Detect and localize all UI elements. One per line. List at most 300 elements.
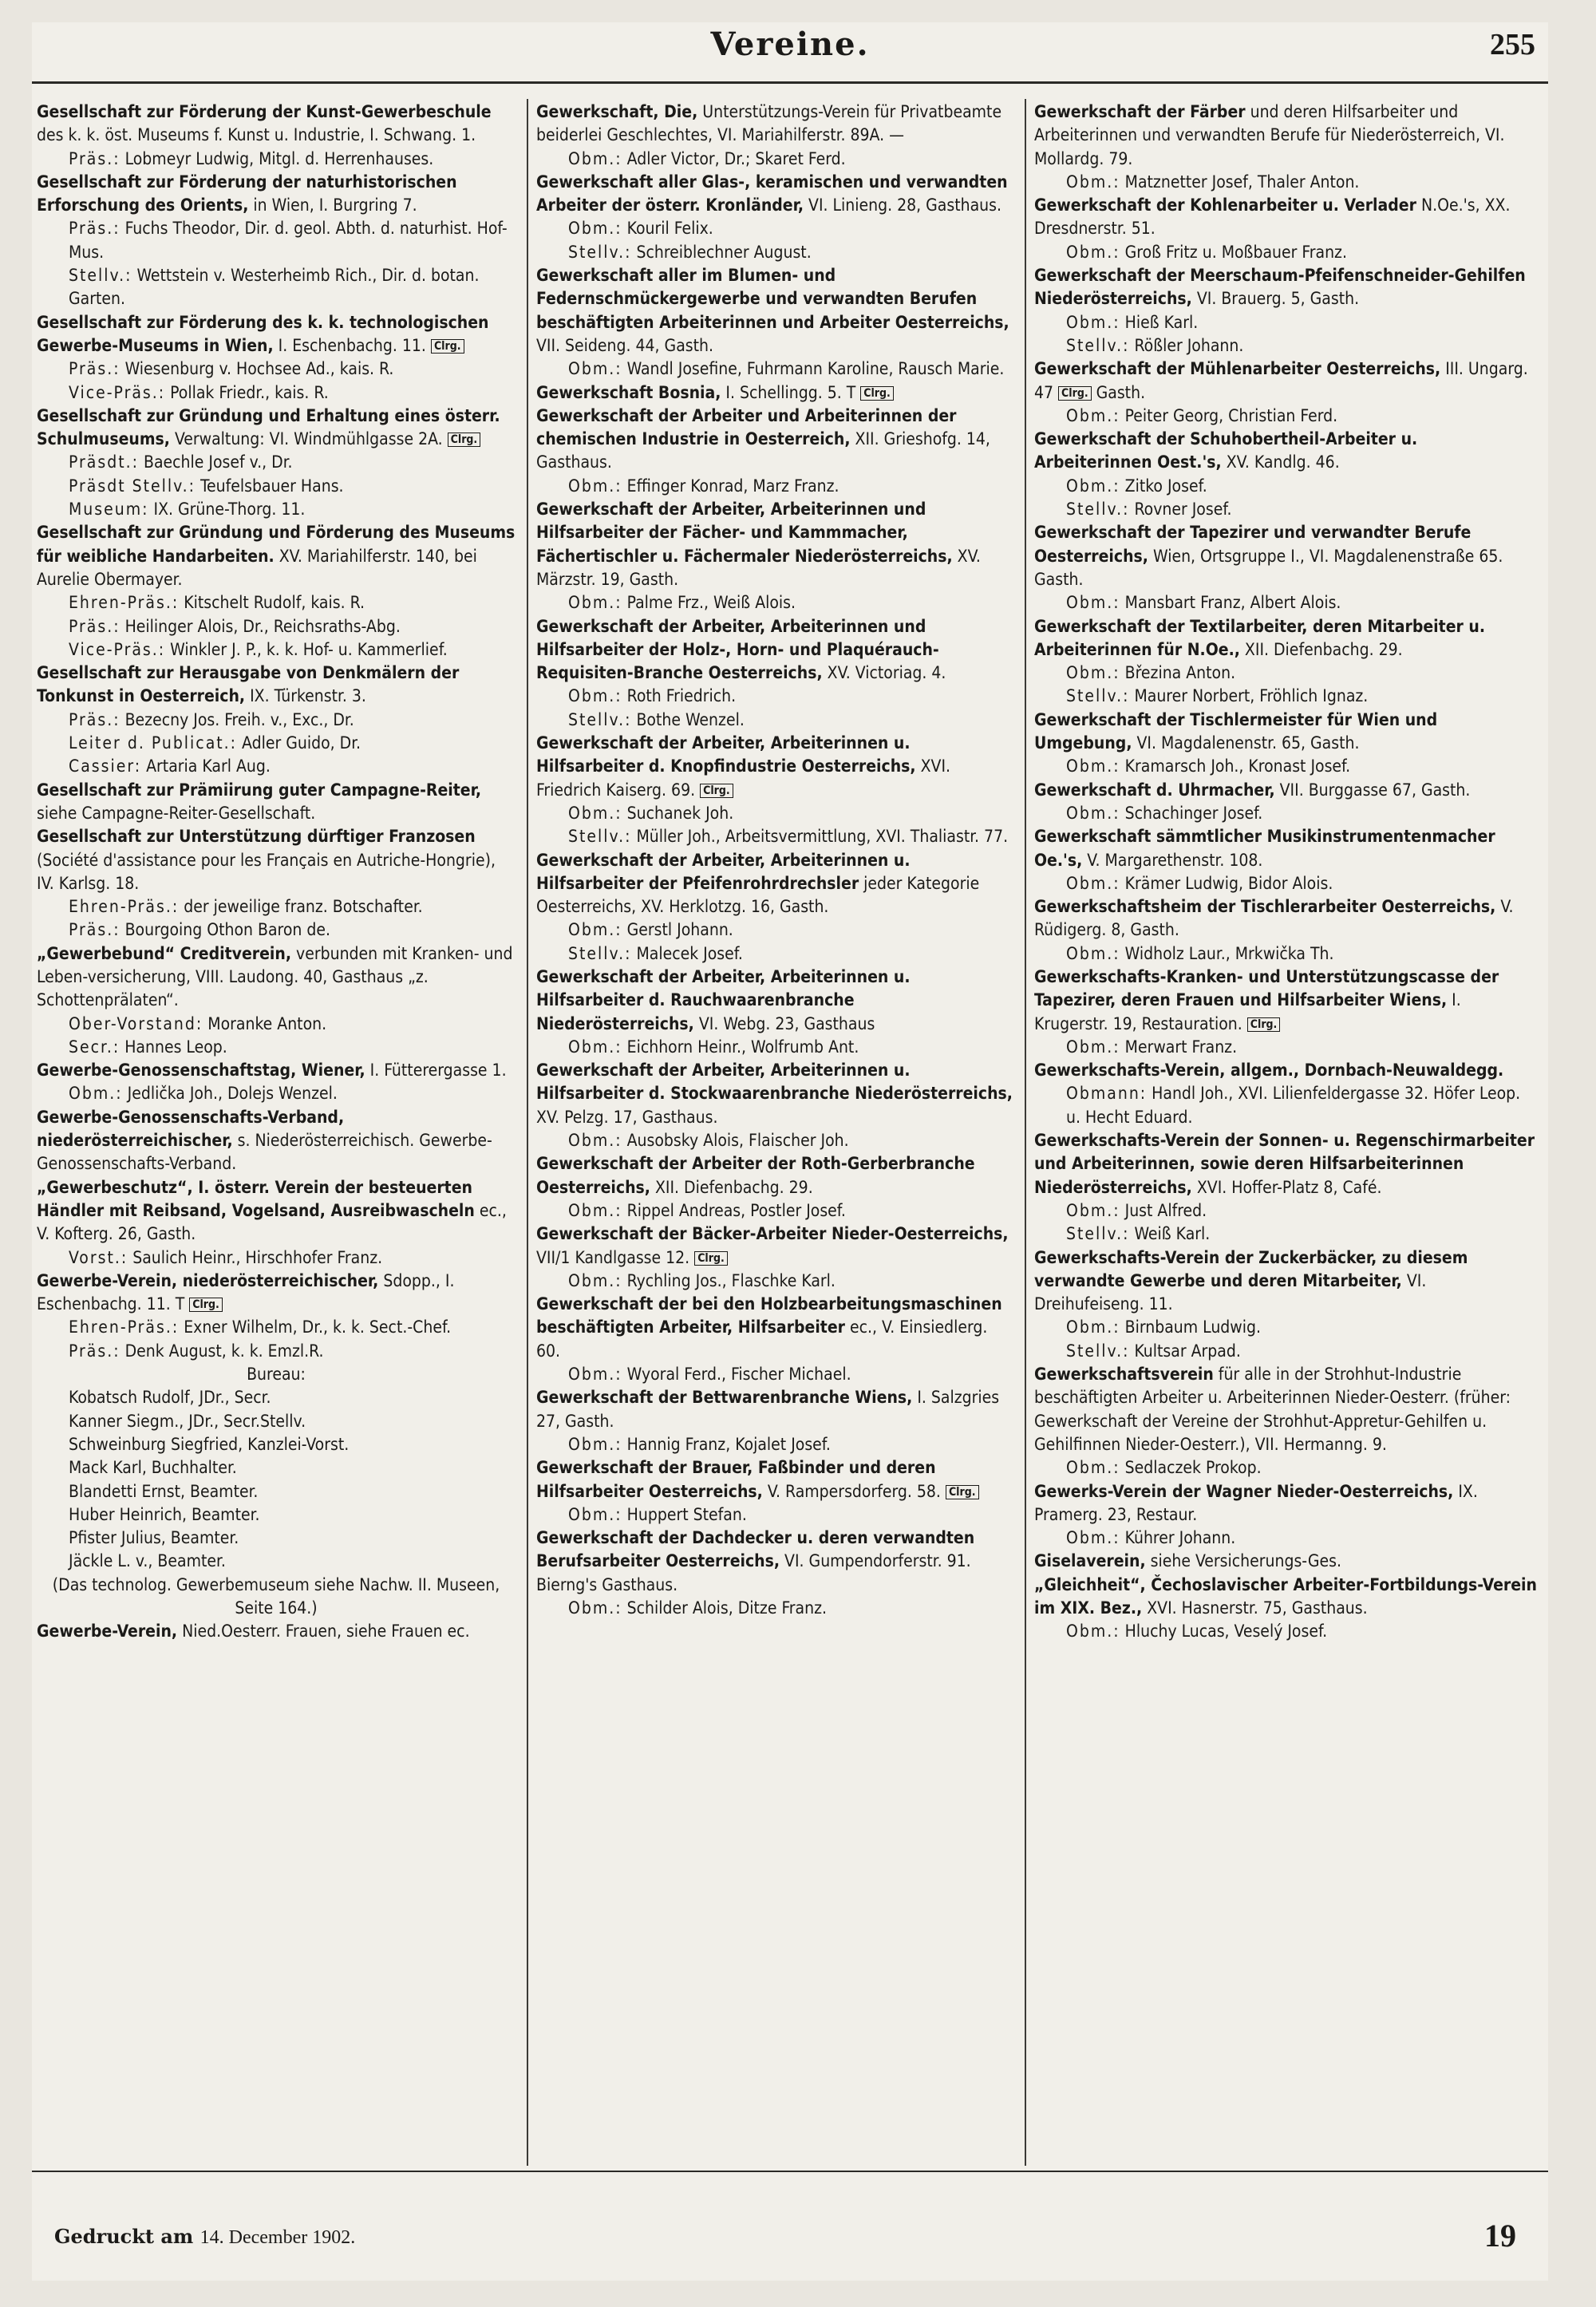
officer-line [1034,241,1537,264]
officer-role: Präsdt.: [69,452,139,472]
officer-line [37,498,516,521]
directory-entry [37,918,516,942]
officer-line [536,148,1015,171]
entry-name: Gewerkschaft, Die, [536,102,698,121]
officer-line [1034,311,1537,334]
directory-entry [37,217,516,264]
officer-names: Baechle Josef v., Dr. [143,452,293,472]
officer-line [1034,872,1537,895]
directory-entry [1034,1199,1537,1223]
entry-name: Gesellschaft zur Prämiirung guter Campagne-Reiter, [37,780,482,800]
officer-role: Museum: [69,500,149,519]
section-label: Bureau: [247,1365,306,1385]
directory-entry [1034,779,1537,802]
directory-entry [37,1574,516,1621]
entry-address: XII. Diefenbachg. 29. [1239,639,1403,659]
officer-line [1034,475,1537,498]
officer-names: Fuchs Theodor, Dir. d. geol. Abth. d. naturhist. Hof-Mus. [69,219,508,262]
entry-address: XV. Victoriag. 4. [822,663,946,683]
directory-entry [1034,1550,1537,1573]
officer-names: Wiesenburg v. Hochsee Ad., kais. R. [124,359,394,379]
staff-line: Kanner Siegm., JDr., Secr.Stellv. [69,1411,306,1431]
entry-address: Sdopp., I. Eschenbachg. 11. T [37,1270,455,1314]
officer-line [536,475,1015,498]
directory-entry [37,1620,516,1643]
entry-name: Gewerkschaft der Arbeiter, Arbeiterinnen und Hilfsarbeiter der Fächer- und Kammmacher, Fächertischler u. Fächermaler Niederösterreichs, [536,500,953,566]
entry-name: Gewerkschaft der Arbeiter, Arbeiterinnen u. Hilfsarbeiter d. Stockwaarenbranche Niederösterreichs, [536,1061,1013,1104]
signature-mark: 19 [1484,2218,1516,2254]
directory-entry [37,1316,516,1339]
directory-entry [1034,1620,1537,1643]
entry-address: Gasth. [1091,382,1146,402]
entry-name: Gewerkschaft aller im Blumen- und Federnschmückergewerbe und verwandten Berufen beschäftigten Arbeiterinnen und Arbeiter Oesterreichs, [536,266,1009,332]
directory-entry [536,1363,1015,1386]
officer-role: Obm.: [1066,756,1120,776]
directory-entry [1034,709,1537,756]
directory-entry [1034,171,1537,194]
directory-entry [1034,1223,1537,1246]
entry-address: XV. Märzstr. 19, Gasth. [536,546,981,589]
directory-entry [37,311,516,358]
officer-role: Obm.: [1066,943,1120,963]
directory-entry [1034,498,1537,521]
entry-name: Gewerkschaft der Arbeiter und Arbeiterinnen der chemischen Industrie in Oesterreich, [536,405,957,449]
officer-line [37,895,516,918]
officer-role: Ehren-Präs.: [69,897,180,917]
officer-line [1034,405,1537,428]
entry-name: Gewerkschaft der Tapezirer und verwandter Berufe Oesterreichs, [1034,523,1472,566]
officer-role: Obm.: [568,1504,622,1524]
directory-entry [1034,895,1537,942]
directory-entry [536,358,1015,381]
officer-line [37,1036,516,1059]
directory-entry [536,1270,1015,1293]
page-title: Vereine. [710,26,870,63]
officer-line [37,148,516,171]
directory-entry [536,241,1015,264]
directory-entry [1034,1036,1537,1059]
officer-line [37,615,516,638]
entry-name: Gewerkschaft der Dachdecker u. deren verwandten Berufsarbeiter Oesterreichs, [536,1528,975,1571]
officer-line [1034,755,1537,778]
officer-line [536,709,1015,732]
officer-role: Präs.: [69,709,120,729]
print-date: 14. December 1902. [200,2227,356,2248]
entry-address: VI. Gumpendorferstr. 91. Bierng's Gasthaus. [536,1551,971,1594]
directory-entry [37,148,516,171]
officer-names: Maurer Norbert, Fröhlich Ignaz. [1134,686,1369,706]
officer-names: Kramarsch Joh., Kronast Josef. [1124,756,1351,776]
directory-entry [37,451,516,474]
directory-entry [1034,521,1537,591]
directory-entry [37,1410,516,1433]
directory-entry [1034,1082,1537,1129]
officer-names: Exner Wilhelm, Dr., k. k. Sect.-Chef. [184,1317,452,1337]
entry-name: Gesellschaft zur Förderung der naturhistorischen Erforschung des Orients, [37,172,457,215]
entry-address: XV. Kandlg. 46. [1221,452,1340,472]
officer-role: Vice-Präs.: [69,382,166,402]
officer-role: Secr.: [69,1037,120,1057]
directory-entry [536,802,1015,825]
officer-names: Mansbart Franz, Albert Alois. [1124,593,1341,613]
officer-names: Huppert Stefan. [626,1504,747,1524]
officer-names: Wyoral Ferd., Fischer Michael. [626,1365,851,1385]
officer-names: Zitko Josef. [1124,476,1207,496]
entry-name: Gewerkschaft der Textilarbeiter, deren Mitarbeiter u. Arbeiterinnen für N.Oe., [1034,616,1486,659]
directory-entry [536,217,1015,240]
staff-line: Schweinburg Siegfried, Kanzlei-Vorst. [69,1434,350,1454]
directory-entry [37,381,516,405]
officer-role: Obm.: [69,1084,123,1104]
directory-entry [1034,1456,1537,1479]
clearing-badge: Clrg. [694,1251,728,1266]
page-header [32,22,1548,73]
directory-entry [1034,942,1537,966]
officer-names: Merwart Franz. [1124,1037,1238,1057]
directory-entry [536,1527,1015,1597]
entry-address: und deren Hilfsarbeiter und Arbeiterinnen und verwandten Berufe für Niederösterreich, VI. Mollardg. 79. [1034,102,1505,168]
officer-role: Obm.: [568,148,622,168]
entry-name: Gewerkschaft der Arbeiter, Arbeiterinnen u. Hilfsarbeiter d. Rauchwaarenbranche Niederösterreichs, [536,966,911,1033]
officer-role: Stellv.: [1066,1341,1130,1361]
officer-names: Groß Fritz u. Moßbauer Franz. [1124,242,1347,262]
officer-role: Stellv.: [568,943,632,963]
entry-name: Gewerbe-Verein, [37,1622,178,1641]
officer-line [1034,1316,1537,1339]
directory-entry [37,475,516,498]
directory-entry [37,732,516,755]
entry-address: XII. Grieshofg. 14, Gasthaus. [536,429,990,472]
directory-entry [1034,1527,1537,1550]
entry-name: Gewerks-Verein der Wagner Nieder-Oesterreichs, [1034,1481,1454,1501]
officer-line [1034,498,1537,521]
entry-name: Gewerkschaft der Arbeiter, Arbeiterinnen u. Hilfsarbeiter d. Knopfindustrie Oesterreichs, [536,733,916,776]
entry-name: Gewerkschaft der Färber [1034,102,1246,121]
entry-name: „Gleichheit“, Čechoslavischer Arbeiter-Fortbildungs-Verein im XIX. Bez., [1034,1574,1537,1618]
officer-role: Stellv.: [69,266,132,286]
directory-entry [1034,872,1537,895]
directory-entry [37,779,516,826]
entry-address: siehe Versicherungs-Ges. [1145,1551,1341,1571]
staff-line: Kobatsch Rudolf, JDr., Secr. [69,1388,271,1408]
clearing-badge: Clrg. [1058,386,1092,401]
directory-entry [1034,101,1537,171]
entry-name: Gewerkschaft der Schuhobertheil-Arbeiter u. Arbeiterinnen Oest.'s, [1034,429,1418,472]
officer-role: Stellv.: [568,242,632,262]
directory-entry [1034,358,1537,405]
officer-role: Obm.: [1066,1528,1120,1548]
directory-entry [1034,405,1537,428]
officer-role: Obm.: [1066,312,1120,332]
officer-names: Moranke Anton. [207,1013,327,1033]
entry-address: VI. Linieng. 28, Gasthaus. [804,196,1001,215]
officer-role: Obm.: [568,803,622,823]
entry-address: IX. Pramerg. 23, Restaur. [1034,1481,1478,1524]
officer-names: Wandl Josefine, Fuhrmann Karoline, Rausch Marie. [626,359,1005,379]
entry-address: XII. Diefenbachg. 29. [650,1177,813,1197]
officer-role: Obm.: [1066,242,1120,262]
entry-address: XVI. Friedrich Kaiserg. 69. [536,756,951,800]
officer-line [536,1129,1015,1152]
directory-entry [37,755,516,778]
print-note [54,2225,355,2249]
officer-names: Just Alfred. [1124,1200,1207,1220]
officer-line [1034,662,1537,685]
directory-entry [1034,755,1537,778]
directory-entry [37,942,516,1013]
directory-entry [1034,1316,1537,1339]
directory-entry [536,966,1015,1036]
officer-role: Präs.: [69,219,120,239]
entry-address: in Wien, I. Burgring 7. [248,196,417,215]
directory-entry [1034,1059,1537,1082]
officer-line [536,1503,1015,1527]
header-rule [32,81,1548,84]
entry-name: Gesellschaft zur Gründung und Förderung des Museums für weibliche Handarbeiten. [37,523,516,566]
officer-line [37,918,516,942]
officer-names: Effinger Konrad, Marz Franz. [626,476,839,496]
officer-line [1034,685,1537,708]
officer-names: Schreiblechner August. [636,242,812,262]
officer-line [37,638,516,662]
officer-names: Sedlaczek Prokop. [1124,1458,1262,1478]
clearing-badge: Clrg. [1247,1017,1281,1032]
officer-role: Vice-Präs.: [69,639,166,659]
directory-entry [37,1503,516,1527]
officer-names: Březina Anton. [1124,663,1236,683]
entry-name: Gewerkschafts-Verein, allgem., Dornbach-Neuwaldegg. [1034,1061,1504,1080]
directory-entry [536,381,1015,405]
officer-role: Obm.: [1066,1200,1120,1220]
entry-address: VI. Dreihufeiseng. 11. [1034,1270,1427,1314]
directory-entry [1034,311,1537,334]
directory-entry [536,1223,1015,1270]
directory-entry [1034,241,1537,264]
officer-line [536,802,1015,825]
officer-role: Obm.: [1066,1037,1120,1057]
entry-address: VII. Seideng. 44, Gasth. [536,335,713,355]
entry-name: Gesellschaft zur Förderung des k. k. technologischen Gewerbe-Museums in Wien, [37,312,489,355]
officer-names: Birnbaum Ludwig. [1124,1317,1261,1337]
column-2 [536,101,1015,2167]
directory-entry [37,709,516,732]
officer-line [1034,334,1537,358]
section-label: (Das technolog. Gewerbemuseum siehe Nachw. II. Museen, Seite 164.) [52,1574,500,1618]
officer-names: Weiß Karl. [1134,1224,1211,1244]
entry-name: Gewerkschaft der Kohlenarbeiter u. Verlader [1034,196,1416,215]
column-divider [527,99,528,2166]
entry-name: Gewerkschafts-Verein der Sonnen- u. Regenschirmarbeiter und Arbeiterinnen, sowie deren Hilfsarbeiterinnen Niederösterreichs, [1034,1131,1535,1197]
directory-entry [37,1270,516,1317]
directory-entry [37,1550,516,1573]
entry-address: Wien, Ortsgruppe I., VI. Magdalenenstraße 65. Gasth. [1034,546,1503,589]
directory-entry [536,101,1015,148]
entry-address: V. Rampersdorferg. 58. [762,1481,941,1501]
directory-entry [536,1129,1015,1152]
officer-names: Widholz Laur., Mrkwička Th. [1124,943,1334,963]
entry-address: für alle in der Strohhut-Industrie beschäftigten Arbeiter u. Arbeiterinnen Nieder-Oesterr. (früher: Gewerkschaft der Vereine der Strohhut-Appretur-Gehilfen u. Gehilfinnen Nieder-Oesterr.), VII. Hermanng. 9. [1034,1365,1511,1454]
officer-line [536,1199,1015,1223]
directory-entry [37,825,516,895]
directory-entry [37,895,516,918]
officer-names: Schachinger Josef. [1124,803,1263,823]
officer-names: Bourgoing Othon Baron de. [124,920,331,940]
directory-entry [37,171,516,218]
entry-address: VI. Magdalenenstr. 65, Gasth. [1132,733,1360,753]
entry-address: des k. k. öst. Museums f. Kunst u. Industrie, I. Schwang. 1. [37,125,476,145]
entry-name: Gewerkschaft der Bettwarenbranche Wiens, [536,1388,913,1408]
directory-entry [1034,475,1537,498]
officer-names: Pollak Friedr., kais. R. [170,382,329,402]
entry-address: verbunden mit Kranken- und Leben-versicherung, VIII. Laudong. 40, Gasthaus „z. Schottenprälaten“. [37,943,513,1010]
directory-entry [37,264,516,311]
entry-address: ec., V. Kofterg. 26, Gasth. [37,1200,507,1244]
entry-address: I. Fütterergasse 1. [365,1061,507,1080]
officer-names: der jeweilige franz. Botschafter. [184,897,423,917]
directory-entry [536,1152,1015,1199]
clearing-badge: Clrg. [189,1298,223,1312]
officer-role: Stellv.: [568,709,632,729]
directory-entry [536,1503,1015,1527]
entry-name: Gewerkschaftsverein [1034,1365,1214,1385]
column-3 [1034,101,1537,2167]
entry-name: Gewerkschaft der Brauer, Faßbinder und deren Hilfsarbeiter Oesterreichs, [536,1458,936,1501]
directory-entry [1034,591,1537,614]
entry-address: VII. Burggasse 67, Gasth. [1274,780,1471,800]
officer-line [536,591,1015,614]
directory-entry [536,615,1015,685]
directory-entry [37,1036,516,1059]
officer-line [536,942,1015,966]
officer-role: Obm.: [568,1131,622,1151]
officer-role: Obm.: [1066,1317,1120,1337]
officer-role: Obm.: [1066,663,1120,683]
entry-address: I. Salzgries 27, Gasth. [536,1388,1000,1431]
entry-name: Gewerkschaft Bosnia, [536,382,721,402]
directory-entry [1034,802,1537,825]
officer-names: Hannig Franz, Kojalet Josef. [626,1434,831,1454]
officer-names: Gerstl Johann. [626,920,733,940]
staff-line: Mack Karl, Buchhalter. [69,1458,237,1478]
clearing-badge: Clrg. [431,339,464,354]
officer-role: Obm.: [568,1037,622,1057]
entry-address: XVI. Hoffer-Platz 8, Café. [1191,1177,1382,1197]
officer-role: Stellv.: [1066,686,1130,706]
entry-address: (Société d'assistance pour les Français en Autriche-Hongrie), IV. Karlsg. 18. [37,850,496,893]
entry-address: Unterstützungs-Verein für Privatbeamte beiderlei Geschlechtes, VI. Mariahilferstr. 89A. — [536,102,1002,145]
officer-role: Obm.: [568,359,622,379]
officer-line [37,1246,516,1270]
officer-line [1034,1199,1537,1223]
entry-address: N.Oe.'s, XX. Dresdnerstr. 51. [1034,196,1511,239]
officer-names: Kultsar Arpad. [1134,1341,1241,1361]
directory-entry [37,1456,516,1479]
entry-name: Gewerbe-Genossenschaftstag, Wiener, [37,1061,365,1080]
officer-role: Präs.: [69,1341,120,1361]
directory-entry [1034,825,1537,872]
footer-rule [32,2171,1548,2172]
entry-address: VII/1 Kandlgasse 12. [536,1247,690,1267]
directory-entry [536,498,1015,591]
directory-entry [37,1363,516,1386]
officer-names: Hannes Leop. [124,1037,227,1057]
entry-address: V. Rüdigerg. 8, Gasth. [1034,897,1514,940]
entry-address: Verwaltung: VI. Windmühlgasse 2A. [169,429,443,449]
directory-entry [536,732,1015,802]
officer-line [37,217,516,264]
officer-names: Suchanek Joh. [626,803,734,823]
officer-role: Obm.: [568,1200,622,1220]
entry-address: VI. Webg. 23, Gasthaus [693,1013,875,1033]
staff-line: Huber Heinrich, Beamter. [69,1504,260,1524]
officer-line [536,918,1015,942]
officer-line [536,1036,1015,1059]
officer-role: Obm.: [568,476,622,496]
directory-entry [536,148,1015,171]
directory-entry [1034,1363,1537,1456]
clearing-badge: Clrg. [448,433,481,447]
officer-line [536,1433,1015,1456]
directory-entry [536,685,1015,708]
directory-entry [1034,662,1537,685]
directory-entry [536,475,1015,498]
officer-names: Bothe Wenzel. [636,709,745,729]
column-divider [1025,99,1026,2166]
directory-entry [37,521,516,591]
directory-entry [37,1386,516,1409]
entry-name: Gewerkschaft der Mühlenarbeiter Oesterreichs, [1034,359,1441,379]
directory-entry [1034,264,1537,311]
entry-name: „Gewerbeschutz“, I. österr. Verein der besteuerten Händler mit Reibsand, Vogelsand, Ausreibwascheln [37,1177,475,1220]
directory-entry [536,1456,1015,1503]
directory-entry [536,405,1015,475]
officer-names: Hieß Karl. [1124,312,1199,332]
directory-entry [536,709,1015,732]
officer-names: Lobmeyr Ludwig, Mitgl. d. Herrenhauses. [124,148,434,168]
page-footer [32,2185,1548,2265]
officer-role: Obm.: [568,920,622,940]
officer-role: Ehren-Präs.: [69,593,180,613]
directory-entry [536,1059,1015,1129]
directory-entry [1034,1340,1537,1363]
officer-line [37,358,516,381]
entry-name: Gewerkschaft der bei den Holzbearbeitungsmaschinen beschäftigten Arbeiter, Hilfsarbeiter [536,1294,1002,1337]
directory-entry [1034,1129,1537,1199]
directory-entry [536,264,1015,358]
directory-entry [536,1386,1015,1433]
entry-name: Gesellschaft zur Gründung und Erhaltung eines österr. Schulmuseums, [37,405,500,449]
officer-role: Obm.: [568,593,622,613]
officer-line [536,685,1015,708]
officer-role: Vorst.: [69,1247,128,1267]
officer-line [37,264,516,311]
directory-entry [37,1106,516,1176]
directory-entry [536,1199,1015,1223]
directory-entry [536,849,1015,919]
entry-address: siehe Campagne-Reiter-Gesellschaft. [37,803,316,823]
officer-line [536,1270,1015,1293]
directory-entry [536,942,1015,966]
officer-names: Jedlička Joh., Dolejs Wenzel. [127,1084,338,1104]
directory-entry [536,591,1015,614]
officer-names: Artaria Karl Aug. [146,756,271,776]
directory-entry [1034,1480,1537,1527]
officer-line [1034,942,1537,966]
entry-name: Gewerkschaft der Arbeiter, Arbeiterinnen u. Hilfsarbeiter der Pfeifenrohrdrechsler [536,850,911,893]
officer-role: Präs.: [69,359,120,379]
entry-address: XVI. Hasnerstr. 75, Gasthaus. [1142,1598,1368,1618]
officer-role: Stellv.: [568,827,632,847]
